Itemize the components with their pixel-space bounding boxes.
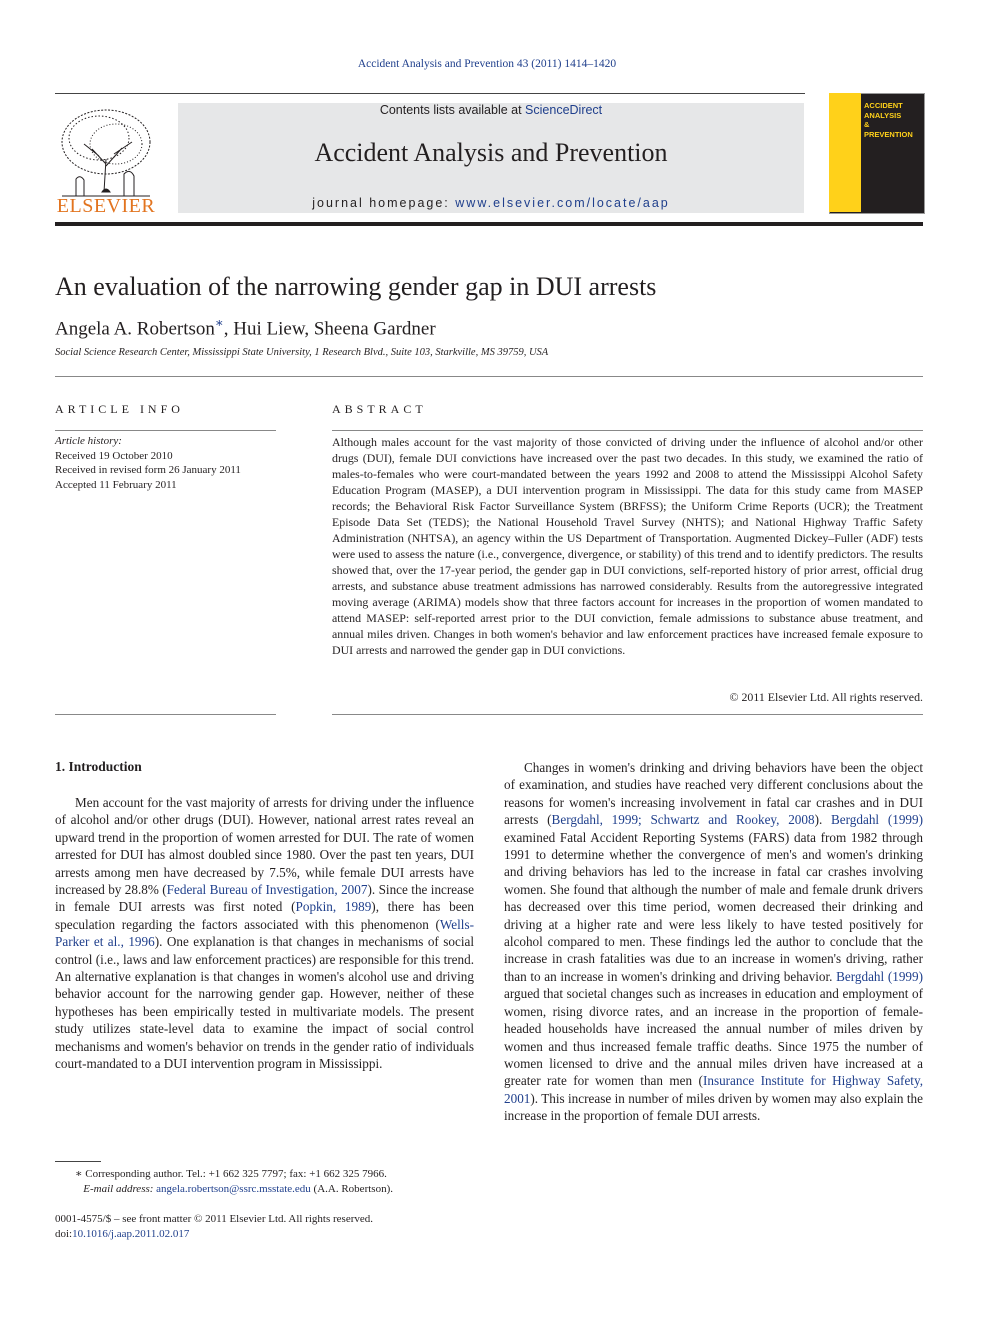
header-top-rule <box>55 93 805 94</box>
footnote-rule <box>55 1161 101 1162</box>
email-suffix: (A.A. Robertson). <box>310 1182 393 1195</box>
issn-line: 0001-4575/$ – see front matter © 2011 Elsevier Ltd. All rights reserved. <box>55 1213 374 1225</box>
received-date: Received 19 October 2010 <box>55 449 173 462</box>
author-email-link[interactable]: angela.robertson@ssrc.msstate.edu <box>156 1182 311 1195</box>
paragraph-text: ). Since the increase in female DUI arrests was first noted ( <box>55 882 474 915</box>
paragraph-text: examined Fatal Accident Reporting Systems (FARS) data from 1982 through 1991 to determine whether the convergence of men's and women's drinking and driving behaviors has led to the increase in fatal car crashes involving women. She found that although the number of male and female drunk drivers has decreased over this time period, women decreased their drinking and driving at a higher rate and were less likely to have tested positively for alcohol compared to men. These findings led the author to conclude that the increase in crash fatalities was due to an increase in women's driving, rather than to an increase in women's drinking and driving behavior. <box>504 829 923 984</box>
citation-link[interactable]: Bergdahl (1999) <box>831 812 923 828</box>
footnote-mark: ∗ <box>75 1168 83 1180</box>
contents-line <box>178 103 804 117</box>
abstract-copyright: © 2011 Elsevier Ltd. All rights reserved. <box>729 690 923 704</box>
title-divider <box>55 376 923 377</box>
abstract-rule-bottom <box>332 714 923 715</box>
cover-title-line: & <box>864 120 870 129</box>
journal-cover-strip <box>829 93 861 212</box>
body-column-right <box>504 759 923 1125</box>
author-name: Hui Liew <box>233 318 305 340</box>
abstract-text: Although males account for the vast majority of those convicted of driving under the influence of alcohol and/or other drugs (DUI), female DUI convictions have increased over the past two decades. In this study, we examined the ratio of males-to-females who were court-mandated between the years 1992 and 2008 to attend the Mississippi Alcohol Safety Education Program (MASEP), a DUI intervention program in Mississippi. The data for this study came from MASEP records; the Behavioral Risk Factor Surveillance System (BRFSS); the Uniform Crime Reports (UCR); the Treatment Episode Data Set (TEDS); the National Household Travel Survey (NHTS); and National Highway Traffic Safety Administration (NHTSA), an agency within the US Department of Transportation. Augmented Dickey–Fuller (ADF) tests were used to assess the nature (i.e., convergence, divergence, or stability) of this trend and to identify predictors. The results showed that, over the 17-year period, the gender gap in DUI convictions, self-reported history of prior arrest, official drug arrests, and substance abuse treatment admissions has narrowed considerably. Results from the autoregressive integrated moving average (ARIMA) models show that three factors account for increases in the proportion of women mandated to attend MASEP: self-reported arrest prior to the DUI conviction, female admissions to substance abuse treatment, and annual miles driven. Changes in both women's behavior and law enforcement practices have increased female exposure to DUI arrests and narrowed the gender gap in DUI convictions. <box>332 435 923 657</box>
doi-line <box>55 1227 474 1242</box>
paragraph-text: Changes in women's drinking and driving behaviors have been the object of examination, and studies have reached very different conclusions about the reasons for women's increasing involvement in fatal car crashes and in DUI arrests ( <box>504 760 923 828</box>
abstract-heading: ABSTRACT <box>332 402 427 416</box>
article-history <box>55 434 276 492</box>
paragraph-text: ). One explanation is that changes in mechanisms of social control (i.e., laws and law enforcement practices) are responsible for this trend. An alternative explanation is that changes in women's alcohol use and driving behavior account for the narrowing gender gap. However, neither of these hypotheses has been empirically tested in multivariate models. The present study utilizes state-level data to examine the impact of social control mechanisms and women's behavior on trends in the gender ratio of individuals court-mandated to a DUI intervention program in Mississippi. <box>55 934 475 1072</box>
article-info-rule-bottom <box>55 714 276 715</box>
author-name: Sheena Gardner <box>313 318 436 340</box>
homepage-link[interactable]: www.elsevier.com/locate/aap <box>455 196 670 210</box>
paragraph-text: Men account for the vast majority of arrests for driving under the influence of alcohol and/or other drugs (DUI). However, national arrest rates reveal an upward trend in the proportion of women arrested for DUI. The rate of women arrested for DUI has almost doubled since 1980. Over the past ten years, DUI arrests among men have decreased by 7.5%, while female DUI arrests have increased by 28.8% ( <box>55 795 474 898</box>
section-heading-introduction: 1. Introduction <box>55 759 142 774</box>
footnote-line <box>55 1167 474 1182</box>
journal-cover-title <box>864 101 924 139</box>
article-info-rule-top <box>55 430 276 431</box>
paragraph-text: ). This increase in number of miles driven by women may also explain the increase in the proportion of female DUI arrests. <box>504 1090 923 1124</box>
corresponding-author-footnote <box>55 1167 474 1196</box>
footnote-email-line <box>55 1182 474 1197</box>
citation-link[interactable]: Wells-Parker et al., 1996 <box>55 916 474 950</box>
contents-prefix: Contents lists available at <box>379 103 526 117</box>
journal-homepage <box>178 196 804 210</box>
doi-prefix: doi: <box>55 1227 73 1240</box>
header-thick-rule <box>55 222 923 226</box>
cover-title-line: ANALYSIS <box>864 110 902 120</box>
paragraph-text: ). <box>814 812 831 828</box>
paragraph-text: argued that societal changes such as increases in education and employment of women, rising divorce rates, and an increase in the proportion of female-headed households have increased the annual number of miles driven by women and thus increased female traffic deaths. Since 1975 the number of women licensed to drive and the annual miles driven have increased at a greater rate for women than men ( <box>504 986 923 1089</box>
paragraph-text: ), there has been speculation regarding the factors associated with this phenomenon ( <box>55 899 474 932</box>
citation-link[interactable]: Insurance Institute for Highway Safety, 2001 <box>504 1073 923 1106</box>
author-name: Angela A. Robertson <box>55 318 215 340</box>
abstract-rule-top <box>332 430 923 431</box>
body-column-left <box>55 794 474 1073</box>
article-info-heading: ARTICLE INFO <box>55 402 184 416</box>
citation-link[interactable]: Federal Bureau of Investigation, 2007 <box>166 882 368 898</box>
journal-title: Accident Analysis and Prevention <box>314 138 668 167</box>
sciencedirect-link[interactable]: ScienceDirect <box>525 103 603 117</box>
journal-reference[interactable]: Accident Analysis and Prevention 43 (2011) 1414–1420 <box>357 58 617 70</box>
publisher-wordmark: ELSEVIER <box>56 195 156 217</box>
email-label: E-mail address: <box>83 1182 154 1195</box>
doi-link[interactable]: 10.1016/j.aap.2011.02.017 <box>72 1227 190 1240</box>
affiliation: Social Science Research Center, Mississippi State University, 1 Research Blvd., Suite 103, Starkville, MS 39759, USA <box>55 347 549 358</box>
cover-title-line: PREVENTION <box>864 129 913 139</box>
cover-title-line: ACCIDENT <box>864 101 903 110</box>
citation-link[interactable]: Bergdahl (1999) <box>836 968 923 984</box>
corresponding-author-mark[interactable]: ∗ <box>214 315 224 330</box>
intro-paragraph <box>504 759 923 1125</box>
article-title: An evaluation of the narrowing gender gap in DUI arrests <box>55 272 657 301</box>
footnote-corresponding: Corresponding author. Tel.: +1 662 325 7797; fax: +1 662 325 7966. <box>85 1168 387 1180</box>
revised-date: Received in revised form 26 January 2011 <box>55 464 241 476</box>
history-label: Article history: <box>55 435 122 447</box>
citation-link[interactable]: Popkin, 1989 <box>295 899 372 915</box>
intro-paragraph <box>55 794 474 1073</box>
citation-link[interactable]: Bergdahl, 1999; Schwartz and Rookey, 2008 <box>551 812 815 828</box>
accepted-date: Accepted 11 February 2011 <box>55 478 177 491</box>
article-meta <box>55 1212 474 1241</box>
homepage-prefix: journal homepage: <box>312 196 456 210</box>
author-list: Angela A. Robertson∗, Hui Liew, Sheena Gardner <box>55 315 436 340</box>
